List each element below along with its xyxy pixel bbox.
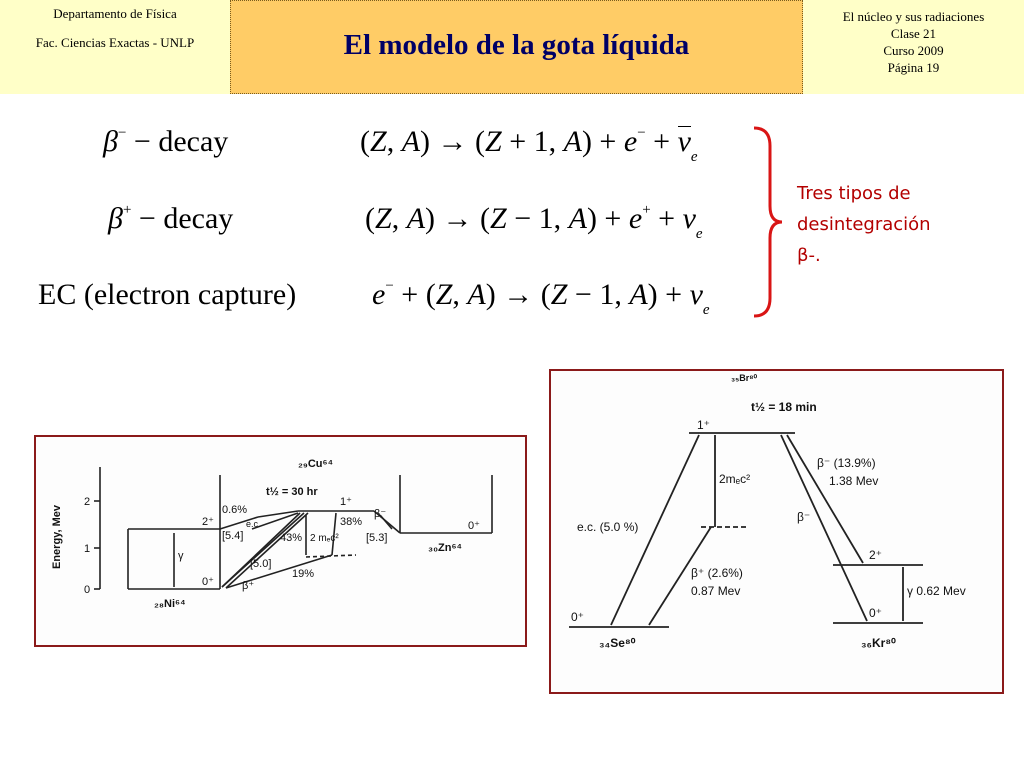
- beta-minus-2: β⁻: [797, 510, 811, 524]
- beta-minus-symbol: β−: [103, 125, 127, 158]
- beta-plus-equation: β+ − decay: [108, 202, 234, 235]
- decay-types-note: [797, 178, 987, 271]
- cu64-decay-figure: [34, 435, 527, 647]
- ft-5-3: [5.3]: [366, 532, 388, 544]
- two-mec2-right: 2mₑc²: [719, 472, 751, 486]
- kr-excited-spin: 2⁺: [869, 548, 883, 562]
- ec-label: EC (electron capture): [38, 278, 297, 311]
- red-brace-icon: [748, 124, 788, 320]
- header-right-panel: [803, 0, 1024, 94]
- beta-plus-left: β⁺: [242, 580, 255, 592]
- header-left-panel: [0, 0, 230, 94]
- y-tick-0: 0: [84, 584, 91, 596]
- ft-5-0: [5.0]: [250, 558, 272, 570]
- note-line-1: Tres tipos de: [797, 183, 911, 204]
- branch-19: 19%: [292, 568, 315, 580]
- branch-38: 38%: [340, 516, 363, 528]
- page-title: El modelo de la gota líquida: [343, 29, 690, 61]
- header-title-panel: [230, 0, 803, 94]
- cu64-spin: 1⁺: [340, 496, 352, 508]
- beta-minus-reaction: (Z, A) → (Z + 1, $A) + e^- + \nu_e$: [360, 125, 698, 165]
- beta-minus-energy: 1.38 Mev: [829, 474, 879, 488]
- cu64-half-life: t½ = 30 hr: [266, 486, 318, 498]
- branch-43: 43%: [280, 532, 303, 544]
- beta-minus-label: decay: [158, 125, 229, 158]
- ec-reaction: e− + (Z, A) → (Z − 1, $A) + \nu_e$: [372, 278, 710, 318]
- kr80-label: ₃₆Kr⁸⁰: [861, 636, 896, 650]
- beta-plus-symbol: β+: [108, 202, 132, 235]
- beta-minus-equation: β− − decay: [103, 125, 229, 158]
- br80-spin: 1⁺: [697, 418, 711, 432]
- br80-half-life: t½ = 18 min: [751, 400, 817, 414]
- department-label: Departamento de Física: [53, 6, 177, 21]
- ec-branch: e.c. (5.0 %): [577, 520, 639, 534]
- gamma-left: γ: [178, 550, 184, 562]
- beta-plus-energy: 0.87 Mev: [691, 584, 741, 598]
- br80-decay-diagram: [551, 371, 1002, 692]
- ni-ground-spin: 0⁺: [202, 576, 214, 588]
- y-tick-1: 1: [84, 543, 91, 555]
- faculty-label: Fac. Ciencias Exactas - UNLP: [35, 35, 195, 50]
- zn64-label: ₃₀Zn⁶⁴: [428, 542, 462, 554]
- beta-plus-label: decay: [163, 202, 234, 235]
- page-number: Página 19: [887, 60, 940, 75]
- two-mec2-left: 2 mₑc²: [310, 533, 339, 544]
- y-axis-label: Energy, Mev: [51, 505, 63, 569]
- cu64-label: ₂₉Cu⁶⁴: [298, 458, 334, 470]
- class-number: Clase 21: [890, 26, 937, 41]
- ft-5-4: [5.4]: [222, 530, 244, 542]
- gamma-right: γ 0.62 Mev: [907, 584, 966, 598]
- cu64-decay-diagram: [36, 437, 525, 645]
- br80-label: ₃₅Br⁸⁰: [731, 373, 758, 383]
- kr-ground-spin: 0⁺: [869, 606, 883, 620]
- course-topic: El núcleo y sus radiaciones: [842, 9, 985, 24]
- note-line-3: β-.: [797, 245, 821, 266]
- ni-excited-spin: 2⁺: [202, 516, 214, 528]
- branch-ec: e.c.: [246, 519, 261, 529]
- y-tick-2: 2: [84, 496, 91, 508]
- beta-plus-branch: β⁺ (2.6%): [691, 566, 743, 580]
- ni64-label: ₂₈Ni⁶⁴: [154, 598, 186, 610]
- beta-minus-branch: β⁻ (13.9%): [817, 456, 876, 470]
- course-year: Curso 2009: [883, 43, 944, 58]
- ec-equation: [38, 278, 296, 312]
- br80-decay-figure: [549, 369, 1004, 694]
- se80-label: ₃₄Se⁸⁰: [599, 636, 636, 650]
- zn-ground-spin: 0⁺: [468, 520, 480, 532]
- se-spin: 0⁺: [571, 610, 585, 624]
- branch-0-6: 0.6%: [222, 504, 248, 516]
- beta-plus-reaction: (Z, A) → (Z − 1, $A) + e^+ + \nu_e$: [365, 202, 703, 242]
- beta-minus-left: β⁻: [374, 508, 387, 520]
- note-line-2: desintegración: [797, 214, 931, 235]
